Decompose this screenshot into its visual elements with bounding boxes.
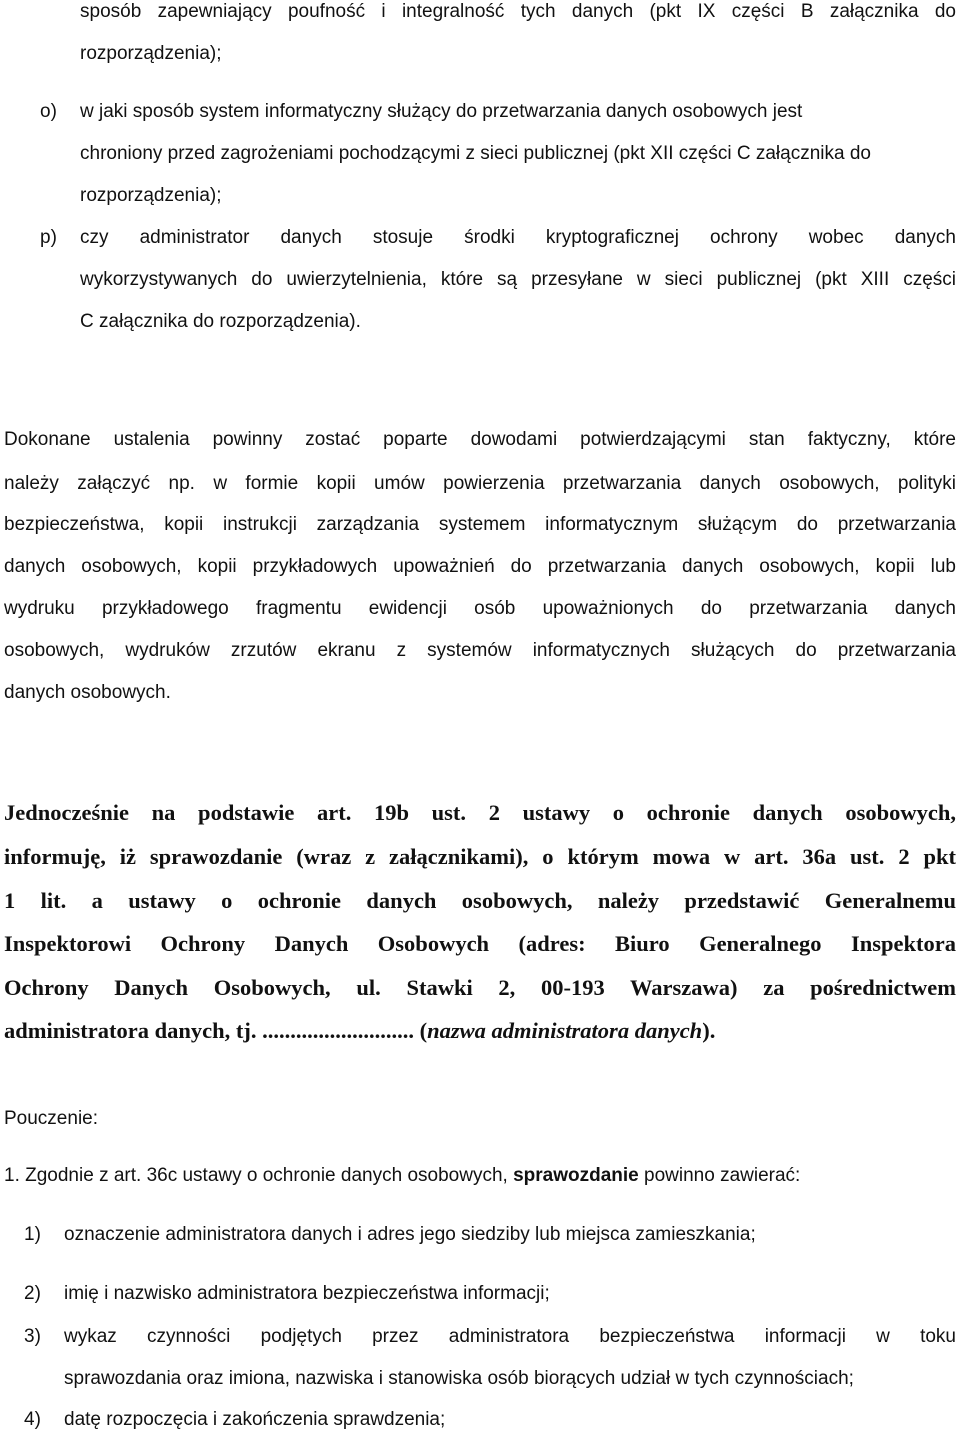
notice-line-1: Jednocześnie na podstawie art. 19b ust. 2 ustawy o ochronie danych osobowych, xyxy=(4,800,956,825)
evidence-line-7: danych osobowych. xyxy=(4,682,171,703)
list-marker-o: o) xyxy=(40,101,57,122)
evidence-line-6: osobowych, wydruków zrzutów ekranu z systemów informatycznych służących do przetwarzania xyxy=(4,640,956,661)
list-marker-p: p) xyxy=(40,227,57,248)
notice-line-2: informuję, iż sprawozdanie (wraz z załącznikami), o którym mowa w art. 36a ust. 2 pkt xyxy=(4,844,956,869)
instruction-intro xyxy=(4,1166,800,1185)
instruction-item-line: wykaz czynności podjętych przez administratora bezpieczeństwa informacji w toku xyxy=(64,1326,956,1347)
instruction-item-marker: 4) xyxy=(24,1409,41,1430)
instruction-item-marker: 1) xyxy=(24,1224,41,1245)
notice-line-5: Ochrony Danych Osobowych, ul. Stawki 2, 00-193 Warszawa) za pośrednictwem xyxy=(4,975,956,1000)
list-item-n-line-2: rozporządzenia); xyxy=(80,43,222,64)
evidence-line-3: bezpieczeństwa, kopii instrukcji zarządzania systemem informatycznym służącym do przetwarzania xyxy=(4,514,956,535)
notice-line-6-paren-open: ( xyxy=(414,1018,428,1043)
notice-line-3: 1 lit. a ustawy o ochronie danych osobowych, należy przedstawić Generalnemu xyxy=(4,888,956,913)
list-item-o-line-2: chroniony przed zagrożeniami pochodzącymi z sieci publicznej (pkt XII części C załącznika do xyxy=(80,143,871,164)
instruction-item-line: oznaczenie administratora danych i adres jego siedziby lub miejsca zamieszkania; xyxy=(64,1224,756,1245)
instruction-item-line: imię i nazwisko administratora bezpieczeństwa informacji; xyxy=(64,1283,550,1304)
instruction-intro-start: 1. Zgodnie z art. 36c ustawy o ochronie danych osobowych, xyxy=(4,1165,514,1186)
instruction-item-marker: 3) xyxy=(24,1326,41,1347)
instruction-heading: Pouczenie: xyxy=(4,1108,99,1129)
notice-line-6-paren-close: ). xyxy=(702,1018,716,1043)
instruction-intro-end: powinno zawierać: xyxy=(638,1165,801,1186)
instruction-item-line: datę rozpoczęcia i zakończenia sprawdzenia; xyxy=(64,1409,446,1430)
instruction-intro-bold: sprawozdanie xyxy=(513,1165,639,1186)
evidence-line-5: wydruku przykładowego fragmentu ewidencji osób upoważnionych do przetwarzania danych xyxy=(4,598,956,619)
list-item-p-line-1: czy administrator danych stosuje środki kryptograficznej ochrony wobec danych xyxy=(80,227,956,248)
evidence-line-2: należy załączyć np. w formie kopii umów powierzenia przetwarzania danych osobowych, polityki xyxy=(4,473,956,494)
evidence-line-1: Dokonane ustalenia powinny zostać poparte dowodami potwierdzającymi stan faktyczny, które xyxy=(4,429,956,450)
notice-line-4: Inspektorowi Ochrony Danych Osobowych (adres: Biuro Generalnego Inspektora xyxy=(4,931,956,956)
list-item-n-line-1: sposób zapewniający poufność i integralność tych danych (pkt IX części B załącznika do xyxy=(80,1,956,22)
list-item-p-line-2: wykorzystywanych do uwierzytelnienia, które są przesyłane w sieci publicznej (pkt XIII części xyxy=(80,269,956,290)
list-item-p-line-3: C załącznika do rozporządzenia). xyxy=(80,311,361,332)
list-item-o-line-1: w jaki sposób system informatyczny służący do przetwarzania danych osobowych jest xyxy=(80,101,803,122)
instruction-item-line: sprawozdania oraz imiona, nazwiska i stanowiska osób biorących udział w tych czynnościach; xyxy=(64,1368,854,1389)
administrator-name-placeholder: nazwa administratora danych xyxy=(427,1018,703,1043)
list-item-o-line-3: rozporządzenia); xyxy=(80,185,222,206)
notice-line-6-start: administratora danych, tj. ........................... xyxy=(4,1018,414,1043)
evidence-line-4: danych osobowych, kopii przykładowych upoważnień do przetwarzania danych osobowych, kopii lub xyxy=(4,556,956,577)
instruction-item-marker: 2) xyxy=(24,1283,41,1304)
notice-line-6 xyxy=(4,1020,715,1043)
